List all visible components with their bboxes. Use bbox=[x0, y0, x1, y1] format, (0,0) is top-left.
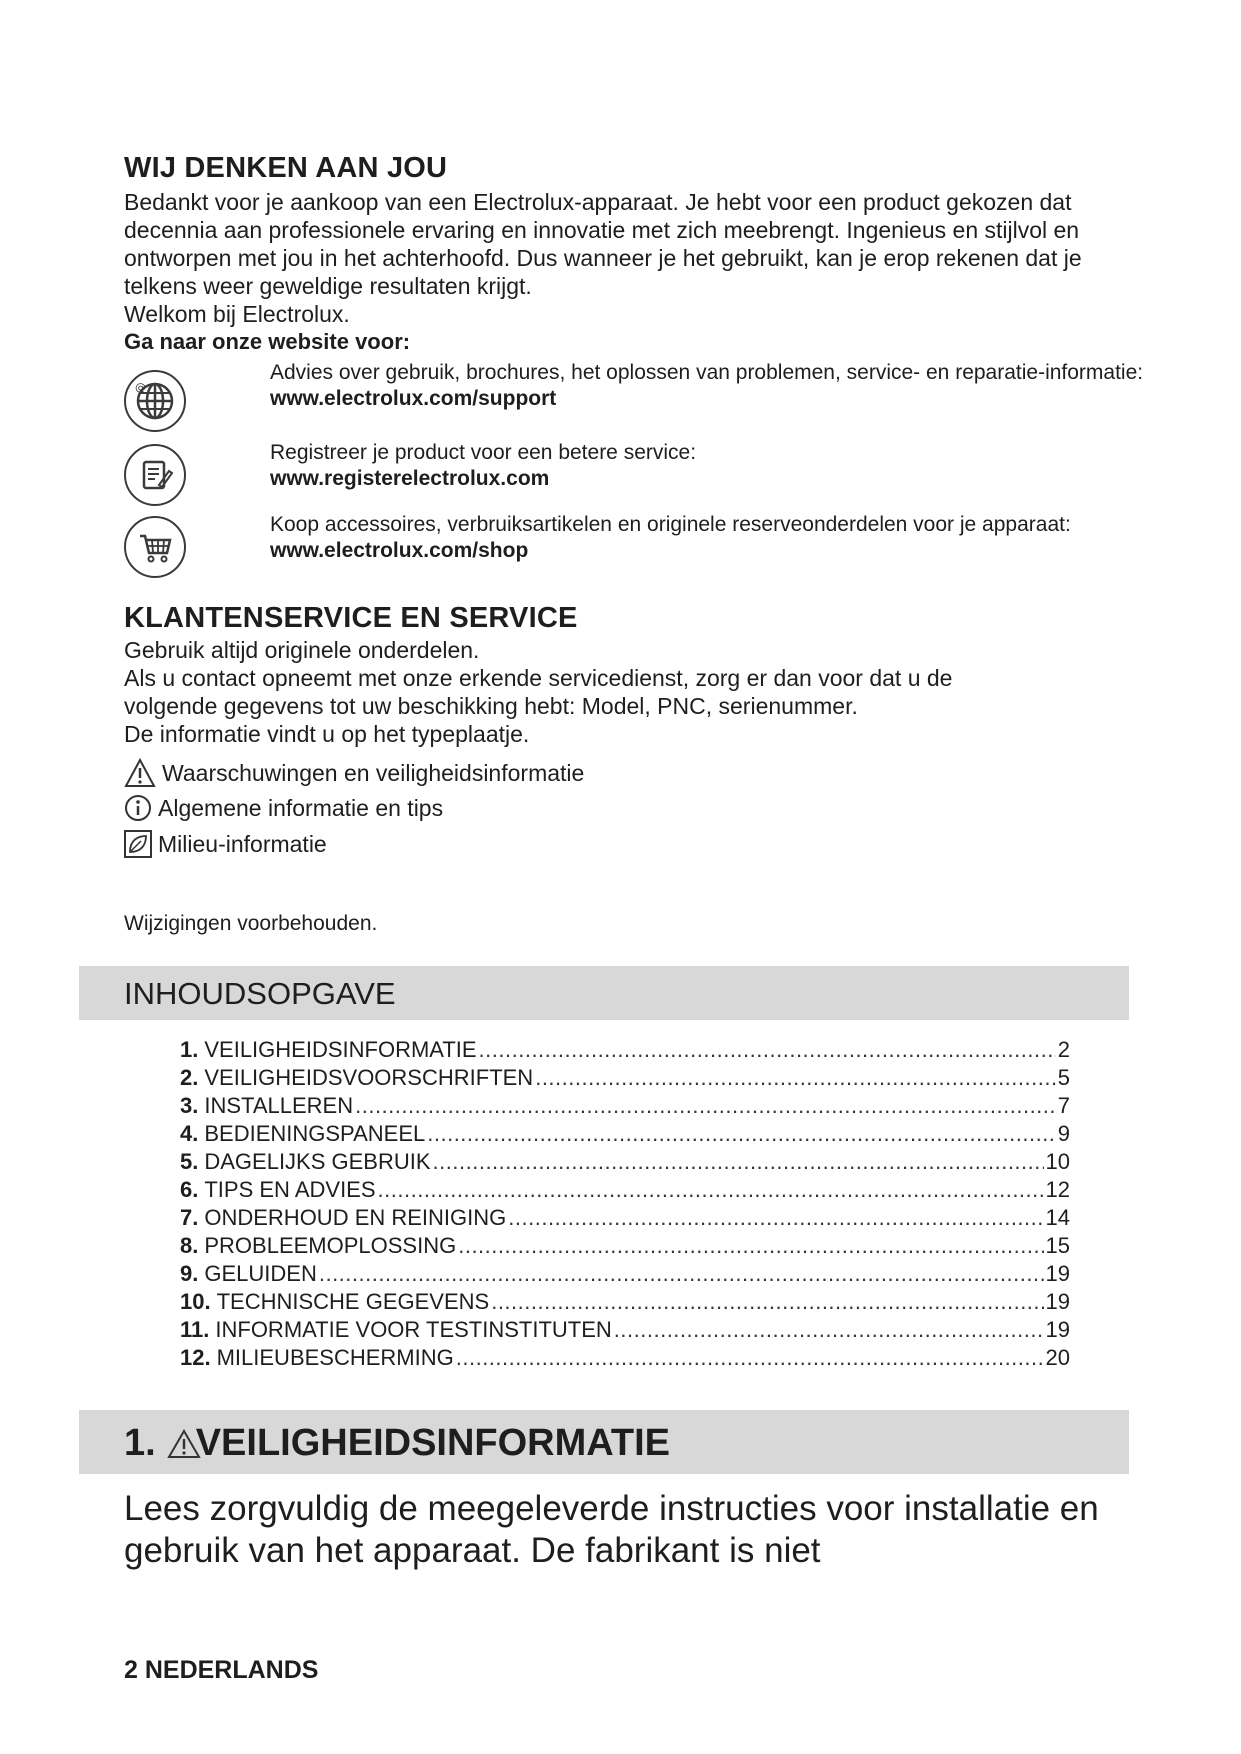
toc-title: INHOUDSOPGAVE bbox=[124, 976, 396, 1011]
safety-header-band bbox=[79, 1410, 1129, 1474]
safety-title bbox=[124, 1422, 670, 1465]
website-row-register bbox=[124, 436, 1134, 506]
toc-item[interactable]: 4. BEDIENINGSPANEEL ..... 9 bbox=[180, 1120, 1070, 1148]
page-footer: 2 NEDERLANDS bbox=[124, 1656, 319, 1684]
toc-item[interactable]: 1. VEILIGHEIDSINFORMATIE ..... 2 bbox=[180, 1036, 1070, 1064]
toc-item[interactable]: 10. TECHNISCHE GEGEVENS ..... 19 bbox=[180, 1288, 1070, 1316]
leaf-icon bbox=[124, 830, 152, 858]
toc-item[interactable]: 3. INSTALLEREN ..... 7 bbox=[180, 1092, 1070, 1120]
website-link-support[interactable]: www.electrolux.com/support bbox=[270, 387, 557, 410]
website-link-shop[interactable]: www.electrolux.com/shop bbox=[270, 539, 529, 562]
toc-header-band bbox=[79, 966, 1129, 1020]
service-line-3: De informatie vindt u op het typeplaatje. bbox=[124, 721, 530, 747]
safety-intro: Lees zorgvuldig de meegeleverde instructies voor installatie en gebruik van het apparaat. De fabrikant is niet bbox=[124, 1489, 1099, 1570]
toc-item[interactable]: 12. MILIEUBESCHERMING ..... 20 bbox=[180, 1344, 1070, 1372]
website-heading: Ga naar onze website voor: bbox=[124, 329, 411, 354]
website-link-register[interactable]: www.registerelectrolux.com bbox=[270, 467, 550, 490]
toc-item[interactable]: 7. ONDERHOUD EN REINIGING ..... 14 bbox=[180, 1204, 1070, 1232]
website-row-shop bbox=[124, 512, 1134, 588]
welcome-text: Welkom bij Electrolux. bbox=[124, 301, 350, 327]
website-text-support: Advies over gebruik, brochures, het oplossen van problemen, service- en reparatie-informatie: bbox=[270, 361, 1144, 384]
legend-warning bbox=[124, 758, 584, 788]
legend-environment bbox=[124, 830, 327, 858]
legend-info-label: Algemene informatie en tips bbox=[158, 794, 444, 821]
cart-icon bbox=[124, 516, 186, 578]
changes-note: Wijzigingen voorbehouden. bbox=[124, 912, 378, 935]
section-title-klantenservice: KLANTENSERVICE EN SERVICE bbox=[124, 602, 578, 634]
legend-environment-label: Milieu-informatie bbox=[158, 830, 327, 857]
toc-item[interactable]: 6. TIPS EN ADVIES ..... 12 bbox=[180, 1176, 1070, 1204]
section-title-wij-denken: WIJ DENKEN AAN JOU bbox=[124, 152, 448, 184]
website-row-support bbox=[124, 360, 1144, 440]
register-icon bbox=[124, 444, 186, 506]
info-icon bbox=[124, 794, 152, 822]
toc-item[interactable]: 11. INFORMATIE VOOR TESTINSTITUTEN ..... 19 bbox=[180, 1316, 1070, 1344]
toc-item[interactable]: 5. DAGELIJKS GEBRUIK ..... 10 bbox=[180, 1148, 1070, 1176]
intro-paragraph: Bedankt voor je aankoop van een Electrolux-apparaat. Je hebt voor een product gekozen dat decennia aan professionele ervaring en innovatie met zich meebrengt. Ingenieus en stijlvol en ontworpen met jou in het achterhoofd. Dus wanneer je het gebruikt, kan je erop rekenen dat je telkens weer geweldige resultaten krijgt. bbox=[124, 189, 1082, 299]
website-text-register: Registreer je product voor een betere service: bbox=[270, 441, 697, 464]
service-block bbox=[124, 636, 1134, 748]
toc-item[interactable]: 9. GELUIDEN ..... 19 bbox=[180, 1260, 1070, 1288]
service-line-1: Gebruik altijd originele onderdelen. bbox=[124, 637, 480, 663]
safety-title-number: 1. bbox=[124, 1422, 156, 1464]
globe-icon bbox=[124, 370, 186, 432]
toc-item[interactable]: 2. VEILIGHEIDSVOORSCHRIFTEN ..... 5 bbox=[180, 1064, 1070, 1092]
warning-icon bbox=[124, 758, 156, 788]
legend-info bbox=[124, 794, 443, 822]
safety-title-text: VEILIGHEIDSINFORMATIE bbox=[195, 1422, 671, 1464]
service-line-2: Als u contact opneemt met onze erkende servicedienst, zorg er dan voor dat u de volgende gegevens tot uw beschikking hebt: Model, PNC, serienummer. bbox=[124, 665, 953, 719]
legend-warning-label: Waarschuwingen en veiligheidsinformatie bbox=[162, 759, 585, 786]
intro-block bbox=[124, 188, 1134, 356]
website-text-shop: Koop accessoires, verbruiksartikelen en originele reserveonderdelen voor je apparaat: bbox=[270, 513, 1071, 536]
toc-item[interactable]: 8. PROBLEEMOPLOSSING ..... 15 bbox=[180, 1232, 1070, 1260]
svg-text:@: @ bbox=[135, 381, 146, 394]
table-of-contents bbox=[180, 1036, 1070, 1372]
